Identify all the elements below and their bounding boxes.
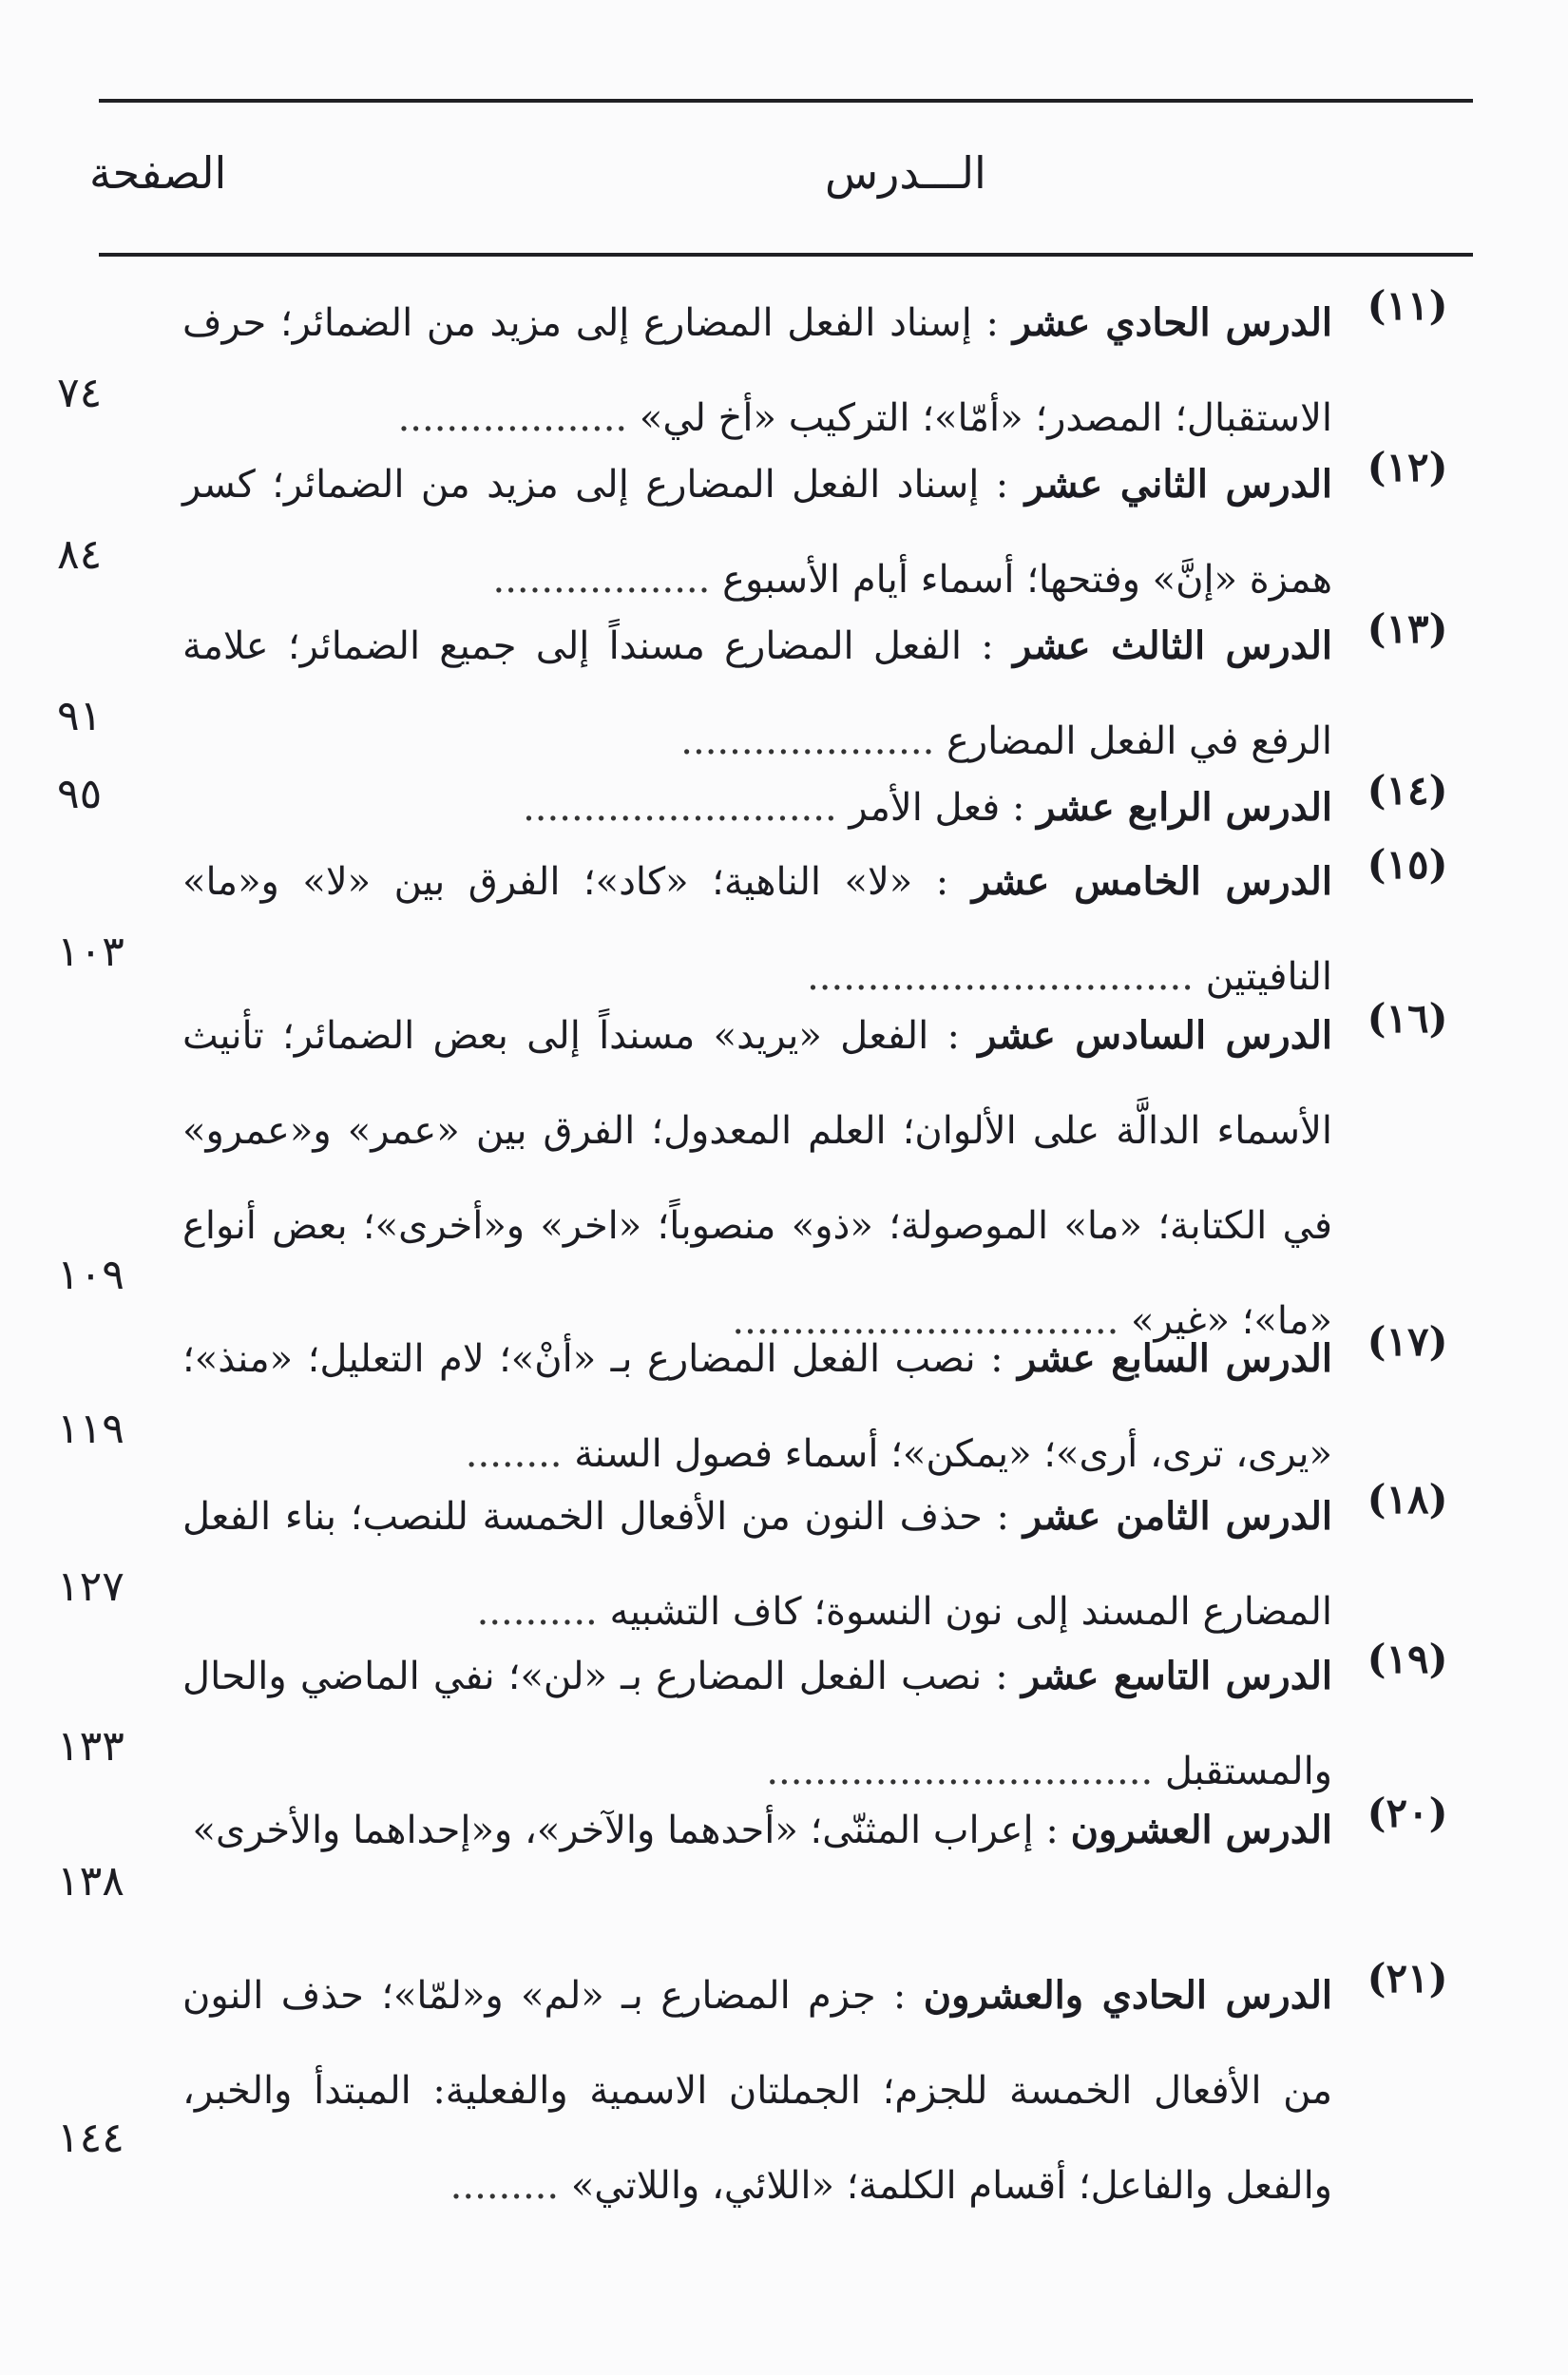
lesson-title: الدرس العشرون xyxy=(1070,1808,1332,1852)
lesson-topics: : إعراب المثنّى؛ «أحدهما والآخر»، و«إحداهما والأخرى» xyxy=(192,1809,1071,1852)
leader-dots: .................. xyxy=(492,558,711,602)
page-number: ١١٩ xyxy=(57,1405,124,1453)
page-number: ٩١ xyxy=(57,692,103,740)
lesson-topics: : حذف النون من الأفعال الخمسة للنصب؛ بناء الفعل المضارع المسند إلى نون النسوة؛ كاف التشبيه xyxy=(182,1495,1332,1634)
lesson-number: (١٨) xyxy=(1367,1476,1448,1523)
leader-dots: ......... xyxy=(449,2164,560,2208)
lesson-number: (١٧) xyxy=(1367,1318,1448,1365)
lesson-title: الدرس السادس عشر xyxy=(978,1013,1333,1058)
lesson-number: (٢٠) xyxy=(1367,1790,1448,1836)
leader-dots: .......................... xyxy=(523,786,837,830)
page-number: ١٢٧ xyxy=(57,1562,124,1611)
lesson-title: الدرس الحادي والعشرون xyxy=(923,1973,1332,2018)
page-number: ٨٤ xyxy=(57,530,103,579)
lesson-topics: : الفعل المضارع مسنداً إلى جميع الضمائر؛ علامة الرفع في الفعل المضارع xyxy=(182,624,1332,763)
leader-dots: ........ xyxy=(465,1432,563,1476)
page-number: ١٠٩ xyxy=(57,1251,124,1299)
lesson-number: (١١) xyxy=(1367,282,1448,329)
leader-dots: .......... xyxy=(476,1590,598,1634)
toc-entry xyxy=(57,1629,1463,1800)
leader-dots: ................................ xyxy=(766,1750,1154,1793)
leader-dots: ................................ xyxy=(807,955,1194,999)
lesson-title: الدرس الثاني عشر xyxy=(1024,462,1332,507)
page-number: ١٤٤ xyxy=(57,2114,124,2162)
lesson-title: الدرس السابع عشر xyxy=(1018,1336,1332,1381)
toc-entry xyxy=(57,437,1463,608)
lesson-number: (١٣) xyxy=(1367,605,1448,652)
lesson-topics: : فعل الأمر xyxy=(849,786,1038,830)
lesson-topics: : جزم المضارع بـ «لم» و«لمّا»؛ حذف النون من الأفعال الخمسة للجزم؛ الجملتان الاسمية والفعلية: المبتدأ والخبر، والفعل والفاعل؛ أقسام الكلمة؛ «اللائي، واللاتي» xyxy=(182,1974,1332,2208)
toc-entry xyxy=(57,1312,1463,1483)
toc-entry xyxy=(57,1948,1463,2233)
lesson-title: الدرس الثالث عشر xyxy=(1013,623,1332,668)
toc-entry xyxy=(57,599,1463,770)
lesson-description xyxy=(182,1783,1332,1878)
lesson-title: الدرس الحادي عشر xyxy=(1012,300,1332,345)
toc-entry xyxy=(57,1469,1463,1640)
toc-entry xyxy=(57,834,1463,1006)
lesson-title: الدرس الرابع عشر xyxy=(1037,785,1332,830)
lesson-topics: : إسناد الفعل المضارع إلى مزيد من الضمائر؛ كسر همزة «إنَّ» وفتحها؛ أسماء أيام الأسبوع xyxy=(182,463,1332,602)
lesson-topics: : نصب الفعل المضارع بـ «أنْ»؛ لام التعليل؛ «منذ»؛ «يرى، ترى، أرى»؛ «يمكن»؛ أسماء فصول السنة xyxy=(182,1337,1332,1476)
lesson-number: (٢١) xyxy=(1367,1955,1448,2002)
toc-entry xyxy=(57,760,1463,836)
lesson-number: (١٥) xyxy=(1367,841,1448,888)
header-rule xyxy=(99,253,1473,257)
page-number: ١٠٣ xyxy=(57,928,124,976)
page-number: ١٣٨ xyxy=(57,1857,124,1906)
page-number: ٧٤ xyxy=(57,369,103,417)
lesson-number: (١٢) xyxy=(1367,444,1448,490)
lesson-number: (١٤) xyxy=(1367,767,1448,814)
page-number: ١٣٣ xyxy=(57,1722,124,1771)
leader-dots: ................................ xyxy=(732,1299,1119,1343)
toc-entry xyxy=(57,1783,1463,1954)
lesson-title: الدرس الثامن عشر xyxy=(1023,1494,1332,1539)
lesson-title: الدرس الخامس عشر xyxy=(971,859,1332,904)
page-column-header: الصفحة xyxy=(89,147,227,199)
lesson-topics: : إسناد الفعل المضارع إلى مزيد من الضمائر؛ حرف الاستقبال؛ المصدر؛ «أمّا»؛ التركيب «أخ لي» xyxy=(182,301,1332,440)
lesson-description xyxy=(182,1948,1332,2233)
leader-dots: ..................... xyxy=(680,719,935,763)
lesson-title: الدرس التاسع عشر xyxy=(1021,1654,1332,1698)
top-rule xyxy=(99,99,1473,103)
lesson-topics: : نصب الفعل المضارع بـ «لن»؛ نفي الماضي والحال والمستقبل xyxy=(182,1655,1332,1793)
toc-entry xyxy=(57,276,1463,447)
lesson-number: (١٦) xyxy=(1367,995,1448,1042)
lesson-topics: : الفعل «يريد» مسنداً إلى بعض الضمائر؛ تأنيث الأسماء الدالَّة على الألوان؛ العلم المعدول؛ الفرق بين «عمر» و«عمرو» في الكتابة؛ «ما» الموصولة؛ «ذو» منصوباً؛ «اخر» و«أخرى»؛ بعض أنواع «ما»؛ «غير» xyxy=(182,1014,1332,1343)
lesson-number: (١٩) xyxy=(1367,1636,1448,1682)
lesson-topics: : «لا» الناهية؛ «كاد»؛ الفرق بين «لا» و«ما» النافيتين xyxy=(182,860,1332,999)
page-number: ٩٥ xyxy=(57,770,103,818)
lesson-column-header: الـــدرس xyxy=(825,147,986,199)
leader-dots: ................... xyxy=(397,396,628,440)
